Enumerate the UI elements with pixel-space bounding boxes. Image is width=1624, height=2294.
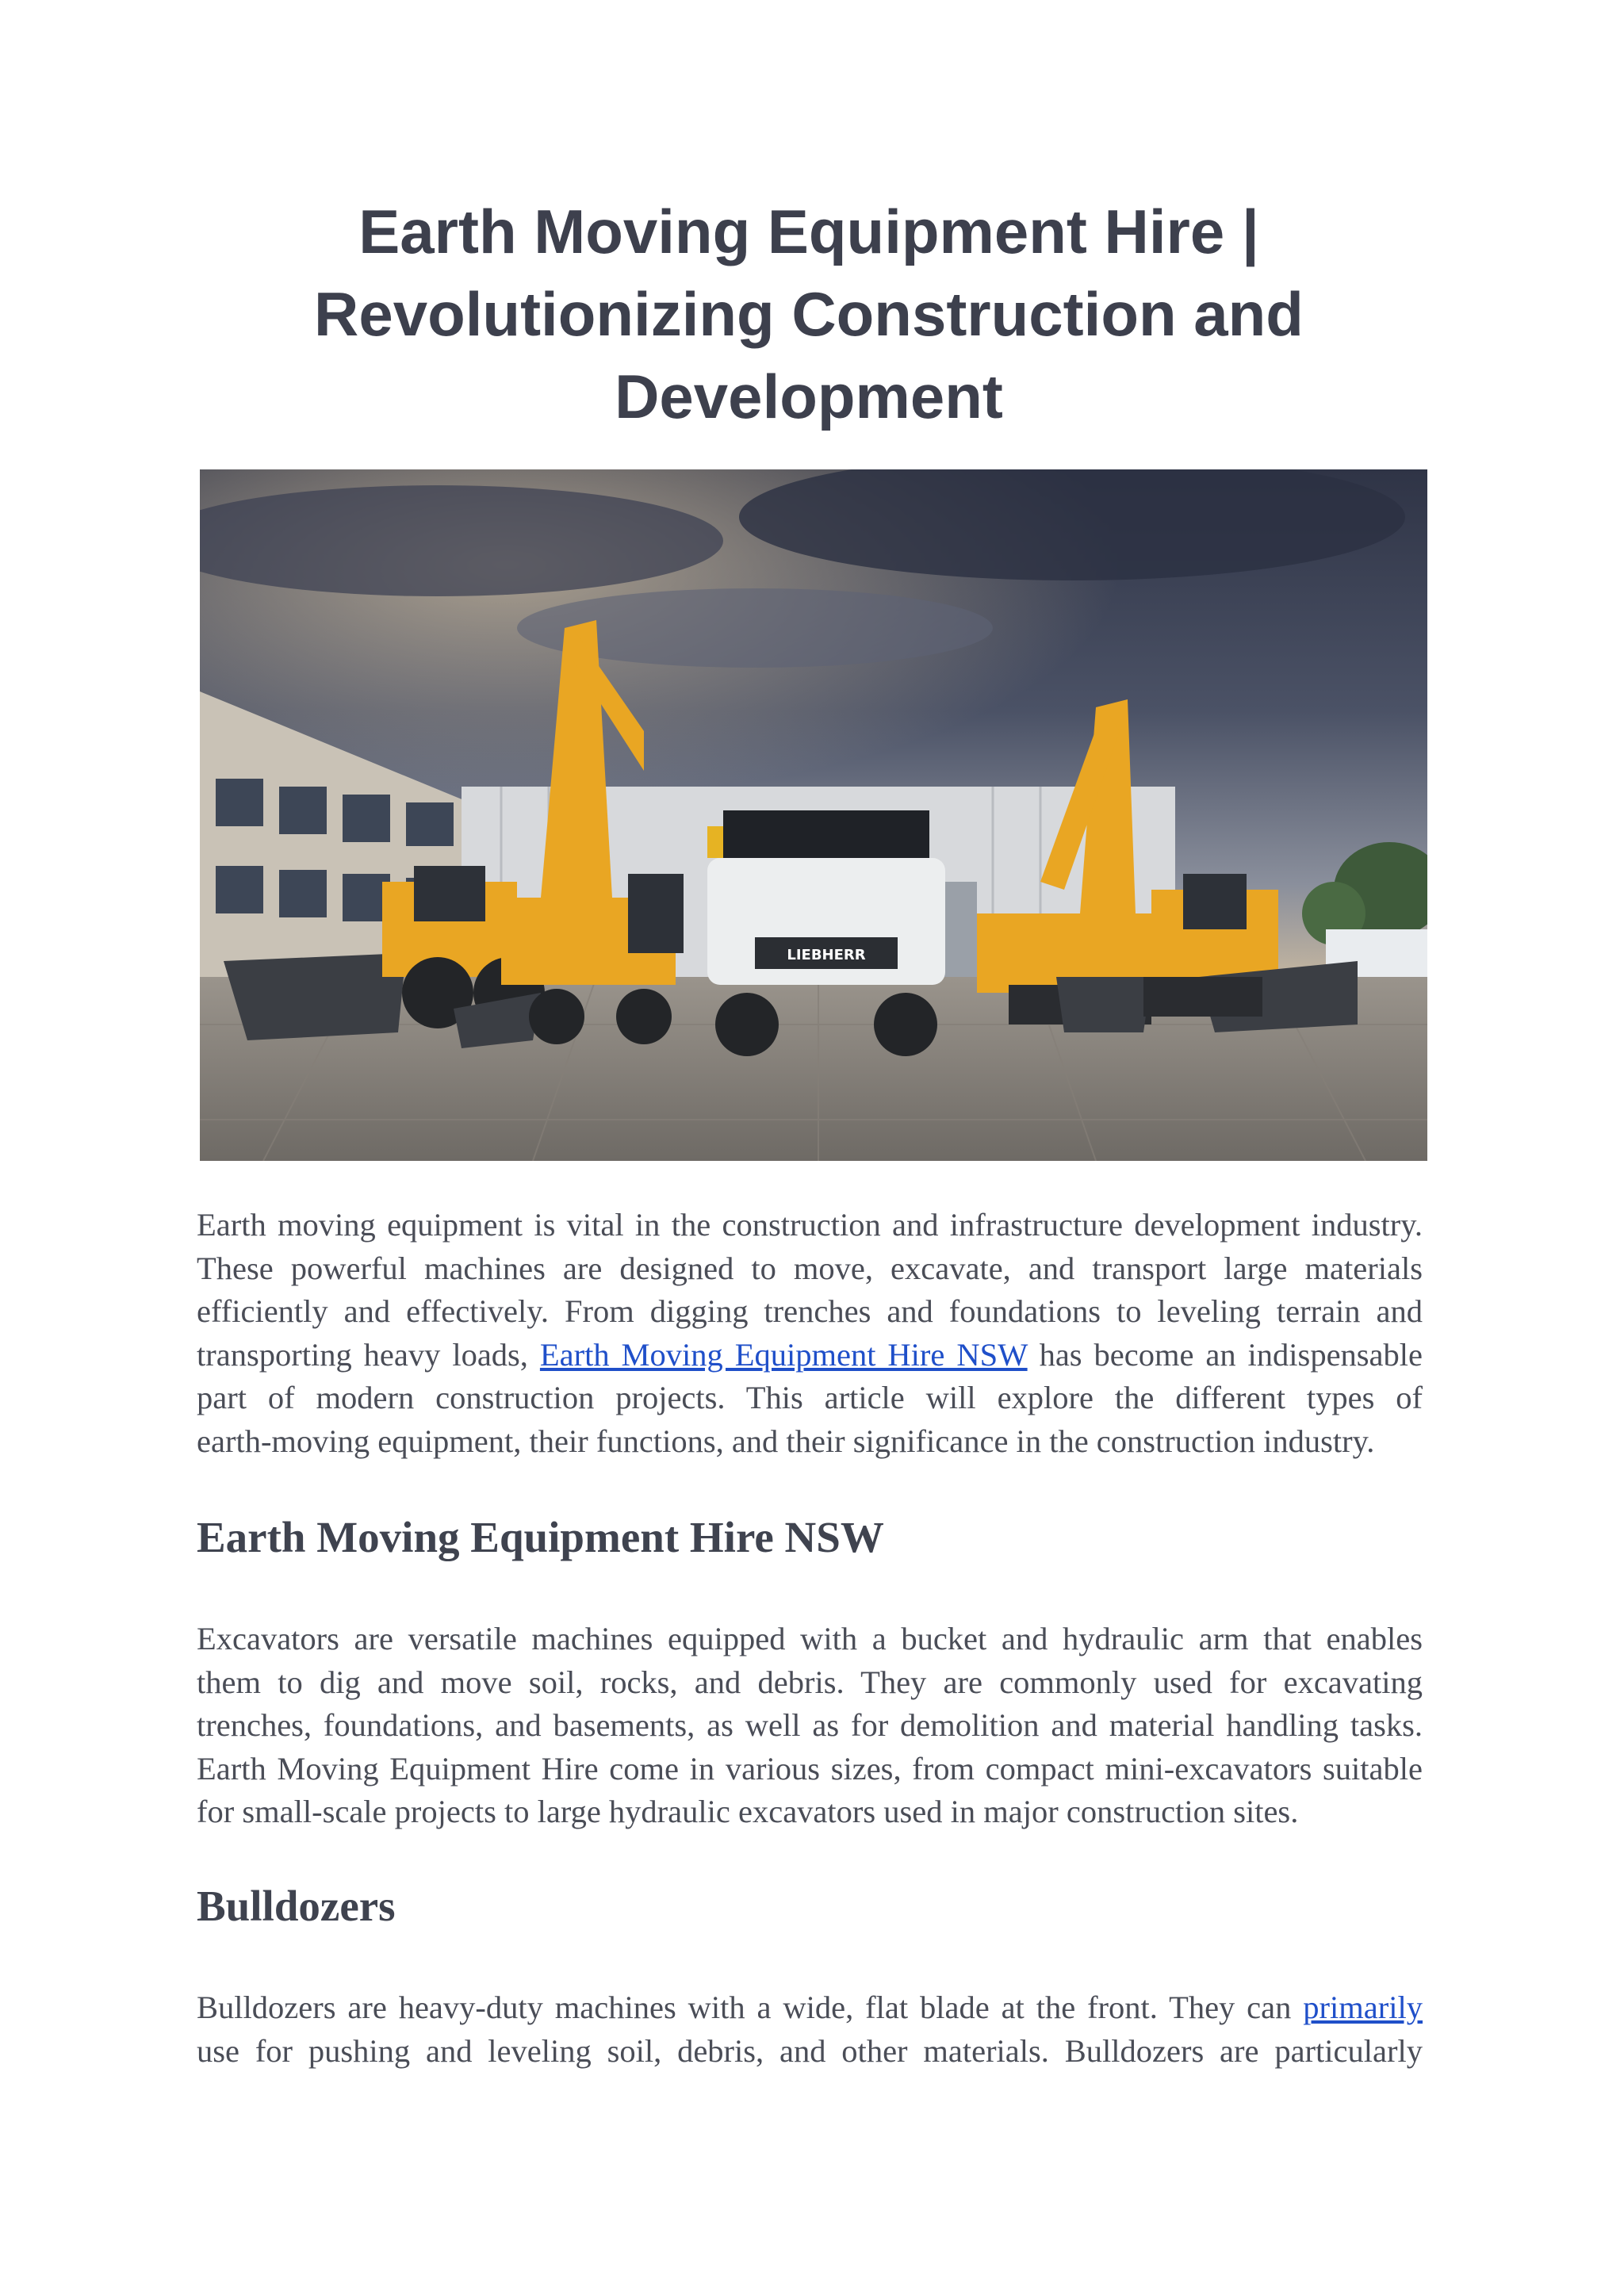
bulldozers-paragraph (197, 1986, 1423, 2073)
intro-line-3: efficiently and effectively. From digging trenches and foundations to leveling terrain and (197, 1293, 1423, 1329)
excavators-line-1: Excavators are versatile machines equipped with a bucket and hydraulic arm that enables (197, 1621, 1423, 1656)
hero-image (200, 469, 1427, 1161)
title-line-1: Earth Moving Equipment Hire | (358, 197, 1259, 266)
section-heading-bulldozers: Bulldozers (197, 1882, 396, 1930)
excavators-line-5: for small-scale projects to large hydraulic excavators used in major construction sites. (197, 1794, 1299, 1829)
intro-line-4-pre: transporting heavy loads, (197, 1336, 528, 1373)
intro-paragraph (197, 1204, 1423, 1463)
title-line-3: Development (615, 362, 1003, 431)
primarily-link[interactable]: primarily (1303, 1990, 1423, 2025)
bulldozers-line-1 (197, 1986, 1423, 2030)
excavators-paragraph (197, 1618, 1423, 1834)
intro-line-4-post: has become an indispensable (1039, 1336, 1423, 1373)
bulldozers-line-1-pre: Bulldozers are heavy-duty machines with a wide, flat blade at the front. They can (197, 1990, 1292, 2025)
intro-line-2: These powerful machines are designed to move, excavate, and transport large materials (197, 1250, 1423, 1286)
intro-line-5: part of modern construction projects. This article will explore the different types of (197, 1380, 1423, 1415)
bulldozers-line-2: use for pushing and leveling soil, debris, and other materials. Bulldozers are particularly (197, 2032, 1423, 2069)
intro-line-1: Earth moving equipment is vital in the construction and infrastructure development industry. (197, 1207, 1423, 1243)
excavators-line-3: trenches, foundations, and basements, as well as for demolition and material handling tasks. (197, 1707, 1423, 1743)
earth-moving-nsw-link[interactable]: Earth Moving Equipment Hire NSW (539, 1336, 1028, 1373)
intro-line-6: earth-moving equipment, their functions, and their significance in the construction industry. (197, 1423, 1375, 1459)
excavators-line-4: Earth Moving Equipment Hire come in various sizes, from compact mini-excavators suitable (197, 1750, 1423, 1787)
title-line-2: Revolutionizing Construction and (314, 279, 1304, 349)
hero-brand-truck: LIEBHERR (787, 947, 866, 963)
document-title (190, 190, 1427, 438)
intro-line-4 (197, 1334, 1423, 1377)
section-heading-nsw: Earth Moving Equipment Hire NSW (197, 1513, 884, 1561)
excavators-line-2: them to dig and move soil, rocks, and debris. They are commonly used for excavating (197, 1664, 1423, 1700)
